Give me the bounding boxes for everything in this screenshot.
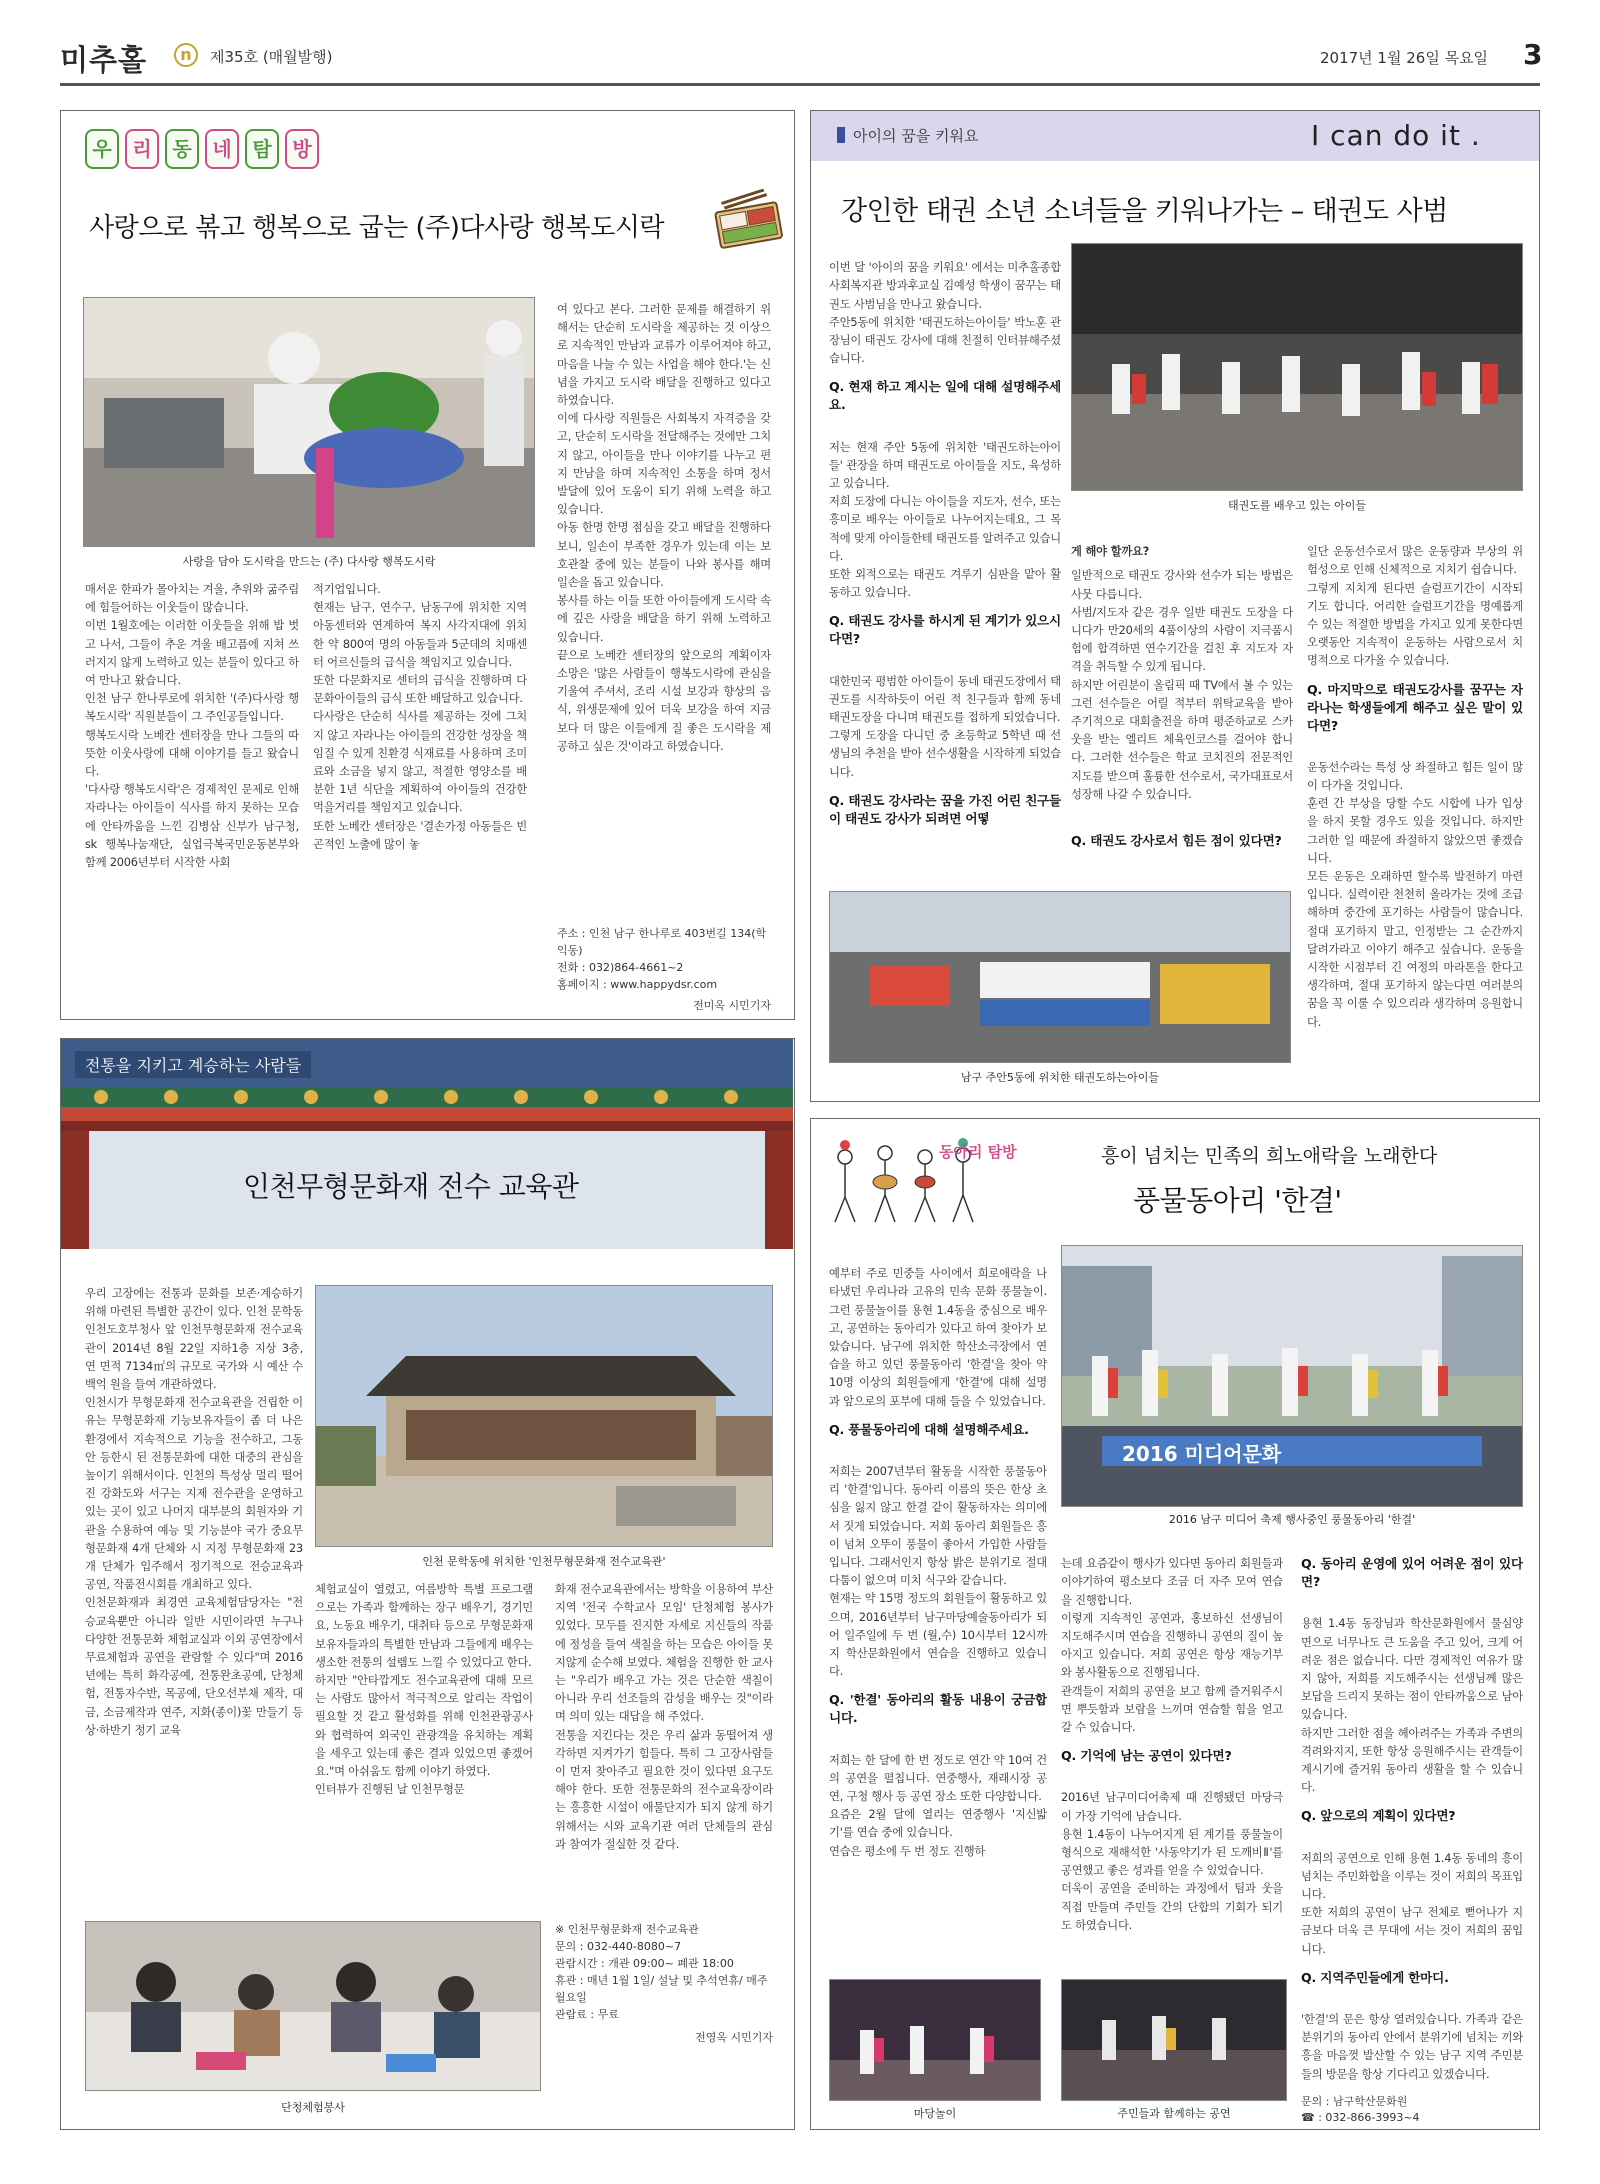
address: 주소 : 인천 남구 한나루로 403번길 134(학익동) [557,927,767,957]
photo-caption: 단청체험봉사 [281,2101,345,2114]
text-column [1301,1537,1523,2093]
text-column [1061,1537,1283,2005]
answer: 저희의 공연으로 인해 용현 1.4동 동네의 흥이 넘치는 주민화합을 이루는 것이 저희의 목표입니다. 또한 저희의 공연이 남구 전체로 뻗어나가 지금보다 더욱 큰 무대에 서는 것이 저희의 꿈입니다. [1301,1851,1523,1956]
lunchbox-icon [711,189,787,257]
info-title: ※ 인천무형문화재 전수교육관 [555,1923,699,1936]
issue-number: 제35호 (매월발행) [210,48,333,66]
article-title: 인천무형문화재 전수 교육관 [243,1170,579,1203]
community-performance-photo [1061,1979,1287,2101]
section-tag-char: 우 [85,129,119,169]
lunchbox-kitchen-photo [83,297,535,547]
bookmark-icon [837,127,845,143]
contact-name: 문의 : 남구학산문화원 [1301,2095,1408,2108]
author: 전영옥 시민기자 [695,2031,773,2044]
contact-info [557,925,771,1014]
section-tag-char: 리 [125,129,159,169]
text-column [1307,525,1523,1085]
photo-caption: 인천 문학동에 위치한 '인천무형문화재 전수교육관' [422,1555,666,1568]
heritage-info [555,1921,773,2046]
article-title: 풍물동아리 '한결' [1133,1184,1342,1217]
article-subtitle: 흥이 넘치는 민족의 희노애락을 노래한다 [1101,1145,1438,1167]
section-tag: 동아리 탐방 [939,1143,1017,1161]
section-tag-char: 네 [205,129,239,169]
newspaper-logo: 미추홀 [60,43,148,77]
answer: 저는 현재 주안 5동에 위치한 '태권도하는아이들' 관장을 하며 태권도로 아이들을 지도, 육성하고 있습니다. 저희 도장에 다니는 아이들을 지도자, 선수, 또는 흥미로 배우는 아이들로 나누어지는데요, 그 목적에 맞게 아이들한테 태권도를 알려주고 있습니다. 또한 외적으로는 태권도 겨루기 심판을 맡아 활동하고 있습니다. [829,440,1061,600]
answer: 대한민국 평범한 아이들이 동네 태권도장에서 태권도를 시작하듯이 어린 적 친구들과 함께 동네 태권도장을 다니며 태권도를 접하게 되었습니다. 그렇게 도장을 다니던 중 초등학교 5학년 때 선생님의 추천을 받아 선수생활을 시작하게 되었습니다. [829,674,1061,779]
answer: 운동선수라는 특성 상 좌절하고 힘든 일이 많이 다가올 것입니다. 훈련 간 부상을 당할 수도 시합에 나가 입상을 하지 못할 경우도 있을 것입니다. 하지만 그러한 일 때문에 좌절하지 않았으면 좋겠습니다. 모든 운동은 오래하면 할수록 발전하기 마련입니다. 실력이란 천천히 올라가는 것에 조급해하며 중간에 포기하는 사람들이 많습니다. 절대 포기하지 말고, 인정받는 그 순간까지 달려가라고 이야기 해주고 싶습니다. 운동을 시작한 시점부터 긴 여정의 마라톤을 한다고 생각하며, 절대 포기하지 않는다면 여러분의 꿈을 꼭 이룰 수 있으리라 생각하며 응원합니다. [1307,760,1523,1029]
neighborhood-feature [60,110,795,1020]
page-number: 3 [1523,38,1543,71]
photo-caption: 사랑을 담아 도시락을 만드는 (주) 다사랑 행복도시락 [182,555,436,568]
question: Q. 현재 하고 계시는 일에 대해 설명해주세요. [829,379,1061,413]
dancheong-workshop-photo [85,1921,541,2091]
answer: 저희는 한 달에 한 번 정도로 연간 약 10여 건의 공연을 펼칩니다. 연중행사, 재래시장 공연, 구청 행사 등 공연 장소 또한 다양합니다. 요즘은 2월 달에 열리는 연중행사 '지신밟기'를 연습 중에 있습니다. 연습은 평소에 두 번 정도 진행하 [829,1753,1047,1858]
answer: 게 해야 할까요? [1071,545,1150,559]
question: Q. 풍물동아리에 대해 설명해주세요. [829,1421,1029,1437]
slogan: I can do it . [1311,119,1481,152]
contact-phone: ☎ : 032-866-3993~4 [1301,2111,1420,2124]
answer: '한결'의 문은 항상 열려있습니다. 가족과 같은 분위기의 동아리 안에서 분위기에 넘치는 끼와 흥을 마음껏 발산할 수 있는 남구 지역 주민분들의 방문을 항상 기다리고 있겠습니다. [1301,2013,1523,2081]
photo-caption: 태권도를 배우고 있는 아이들 [1227,499,1366,512]
photo-caption: 주민들과 함께하는 공연 [1117,2107,1231,2120]
question: Q. '한결' 동아리의 활동 내용이 궁금합니다. [829,1692,1047,1726]
intro-text: 예부터 주로 민중들 사이에서 희로애락을 나타냈던 우리나라 고유의 민속 문화 풍물놀이. 그런 풍물놀이를 용현 1.4동을 중심으로 배우고, 공연하는 동아리가 있다고 하여 찾아가 보았습니다. 남구에 위치한 학산소극장에서 연습을 하고 있던 풍물동아리 '한결'을 찾아 약 10명 이상의 회원들에게 '한결'에 대해 설명과 앞으로의 포부에 대해 들을 수 있었습니다. [829,1267,1047,1408]
answer: 저희는 2007년부터 활동을 시작한 풍물동아리 '한결'입니다. 동아리 이름의 뜻은 한상 초심을 잃지 않고 한결 같이 활동하자는 의미에서 짓게 되었습니다. 저희 동아리 회원들은 흥이 넘쳐 오뚜이 풍물이 좋아서 가입한 사람들입니다. 그래서인지 항상 밝은 분위기로 절대 다툼이 없으며 미치 식구와 같습니다. 현재는 약 15명 정도의 회원들이 활동하고 있으며, 2016년부터 남구마당예술동아리가 되어 일주일에 두 번 (월,수) 10시부터 12시까지 학산문화원에서 연습을 진행하고 있습니다. [829,1465,1047,1679]
club-feature [810,1118,1540,2130]
answer: 는데 요즘같이 행사가 있다면 동아리 회원들과 이야기하여 평소보다 조금 더 자주 모여 연습을 진행합니다. 이렇게 지속적인 공연과, 홍보하신 선생님이 지도해주시며 연습을 진행하니 공연의 질이 높아지고 있습니다. 저희 공연은 항상 재능기부와 봉사활동으로 진행됩니다. 관객들이 저희의 공연을 보고 함께 즐거워주시면 뿌듯함과 보람을 느끼며 연습할 힘을 얻고 갈 수 있습니다. [1061,1557,1283,1735]
masthead [60,38,1543,77]
text-column: 화재 전수교육관에서는 방학을 이용하여 부산지역 '전국 수학교사 모임' 단청체험 봉사가 있었다. 모두를 진지한 자세로 지신들의 작품에 정성을 들여 색칠을 하는 모습은 아이들 못지않게 순수해 보였다. 체험을 진행한 한 교사는 "우리가 배우고 가는 것은 단순한 색칠이 아니라 우리 선조들의 감성을 배우는 것"이라며 의미 있는 대답을 해 주었다. 전통을 지킨다는 것은 우리 삶과 동떨어져 생각하면 지켜가기 힘들다. 특히 그 고장사람들이 먼저 찾아주고 필요한 것이 있다면 요구도 해야 한다. 또한 전통문화의 전수교육장이라는 흥흥한 시설이 애물단지가 되지 않게 하기 위해서는 시와 교육기관 여러 단체들의 관심과 참여가 절실한 것 같다. [555,1583,773,1851]
section-tag-char: 방 [285,129,319,169]
question: Q. 마지막으로 태권도강사를 꿈꾸는 자라나는 학생들에게 해주고 싶은 말이 있다면? [1307,681,1523,733]
text-column: 체험교실이 열렸고, 여름방학 특별 프로그램으로는 가족과 함께하는 장구 배우기, 경기민요, 노동요 배우기, 대취타 등으로 무형문화재 보유자들과의 특별한 만남과 그들에게 배우는 생소한 전통의 설렘도 느낄 수 있었다고 한다. 하지만 "안타깝게도 전수교육관에 대해 모르는 사람도 많아서 적극적으로 알리는 작업이 필요할 것 같고 활성화를 위해 인천관광공사와 협력하여 외국인 관광객을 유치하는 계획을 세우고 있는데 좋은 결과 있었으면 좋겠어요."며 아쉬움도 함께 이야기 하였다. 인터뷰가 진행된 날 인천무형문 [315,1583,533,1797]
homepage-link[interactable]: 홈페이지 : www.happydsr.com [557,978,718,991]
section-tag-char: 동 [165,129,199,169]
text-column: 매서운 한파가 몰아치는 겨울, 추위와 굶주림에 힘들어하는 이웃들이 많습니다. 이번 1월호에는 이러한 이웃들을 위해 밥 벗고 나서, 그들이 추운 겨울 배고픔에 지쳐 쓰러지지 않게 노력하고 있는 분들이 있다고 하여 만나고 왔습니다. 인천 남구 한나루로에 위치한 '(주)다사랑 행복도시락' 직원분들이 그 주인공들입니다. 행복도시락 노베칸 센터장을 만나 그들의 따뜻한 이웃사랑에 대해 이야기를 들고 왔습니다. '다사랑 행복도시락'은 경제적인 문제로 인해 자라나는 아이들이 식사를 하지 못하는 모습에 안타까움을 느낀 김병삼 신부가 남구청, sk 행복나눔재단, 실업극복국민운동본부와 함께 2006년부터 시작한 사회 [85,583,299,870]
career-feature [810,110,1540,1102]
festival-performance-photo [1061,1245,1523,1507]
madang-play-photo [829,1979,1041,2101]
info-closed: 휴관 : 매년 1월 1일/ 설날 및 추석연휴/ 매주 월요일 [555,1974,768,2004]
photo-caption: 남구 주안5동에 위치한 태권도하는아이들 [960,1071,1160,1084]
question: Q. 기억에 남는 공연이 있다면? [1061,1748,1232,1764]
article-title: 강인한 태권 소년 소녀들을 키워나가는 – 태권도 사범 [841,196,1448,227]
info-fee: 관람료 : 무료 [555,2008,619,2021]
header-rule [60,83,1540,86]
section-tag [85,129,319,169]
info-hours: 관람시간 : 개관 09:00~ 폐관 18:00 [555,1957,734,1970]
heritage-feature [60,1038,795,2130]
question: Q. 앞으로의 계획이 있다면? [1301,1808,1456,1824]
section-tag: 아이의 꿈을 키워요 [853,127,979,145]
info-phone: 문의 : 032-440-8080~7 [555,1940,682,1953]
answer: 2016년 남구미디어축제 때 진행됐던 마당극이 가장 기억에 남습니다. 용현 1.4동이 나누어지게 된 계기를 풍물놀이 형식으로 재해석한 '사동약기가 된 도깨비Ⅱ'를 공연했고 좋은 성과를 얻을 수 있었습니다. 더욱이 공연을 준비하는 과정에서 팀과 웃을 직접 만들며 주민들 간의 단합의 기회가 되기도 하였습니다. [1061,1791,1283,1932]
photo-caption: 마당놀이 [913,2107,957,2120]
section-tag-char: 탐 [245,129,279,169]
taekwondo-storefront-photo [829,891,1291,1063]
author: 전미옥 시민기자 [693,999,771,1012]
answer: 용현 1.4동 동장님과 학산문화원에서 물심양면으로 너무나도 큰 도움을 주고 있어, 크게 어려운 점은 없습니다. 다만 경제적인 여유가 많지 않아, 저희를 지도해주시는 선생님께 많은 보답을 드리지 못하는 점이 안타까움으로 남아 있습니다. 하지만 그러한 점을 헤아려주는 가족과 주변의 격려와지지, 또한 항상 응원해주시는 관객들이 계시기에 즐거워 동아리 생활을 할 수 있습니다. [1301,1617,1523,1795]
publish-date: 2017년 1월 26일 목요일 [1320,49,1489,67]
intro-text: 이번 달 '아이의 꿈을 키워요' 에서는 미추홀종합사회복지관 방과후교실 김예성 학생이 꿈꾸는 태권도 사범님을 만나고 왔습니다. 주안5동에 위치한 '태권도하는아이들' 박노훈 관장님이 태권도 강사에 대해 친절히 인터뷰해주셨습니다. [829,261,1061,366]
article-title: 사랑으로 볶고 행복으로 굽는 (주)다사랑 행복도시락 [89,213,665,243]
banner-text: 2016 미디어문화 [1122,1442,1282,1466]
phone: 전화 : 032)864-4661~2 [557,961,684,974]
question: Q. 지역주민들에게 한마디. [1301,1969,1449,1985]
answer: 일단 운동선수로서 많은 운동량과 부상의 위험성으로 인해 신체적으로 지치기 쉽습니다. 그렇게 지치게 된다면 슬럼프기간이 시작되기도 합니다. 어리한 슬럼프기간을 명예롭게 수 있는 적절한 방법을 가지고 있게 못한다면 오랫동안 지속적이 운동하는 사람으로서 치명적으로 다가올 수 있습니다. [1307,545,1523,668]
heritage-building-photo [315,1285,773,1547]
question: Q. 동아리 운영에 있어 어려운 점이 있다면? [1301,1556,1523,1590]
text-column: 우리 고장에는 전통과 문화를 보존·계승하기 위해 마련된 특별한 공간이 있다. 인천 문학동 인천도호부청사 앞 인천무형문화재 전수교육관이 2014년 8월 22일 지하1층 지상 3층, 연 면적 7134㎡의 규모로 국가와 시 예산 수백억 원을 들여 개관하였다. 인천시가 무형문화재 전수교육관을 건립한 이유는 무형문화재 기능보유자들이 좀 더 나은 환경에서 지속적으로 기능을 전수하고, 그동안 등한시 된 전통문화에 대한 대중의 관심을 높이기 위해서이다. 인천의 특성상 멀리 떨어진 강화도와 서구는 지제 전수관을 운영하고 있는 곳이 있고 나머지 대부분의 회원자와 기관을 수용하여 예능 및 기능분야 국가 중요무형문화재 4개 단체와 시 지정 무형문화재 23개 단체가 입주해서 정기적으로 전승교육과 공연, 작품전시회를 개최하고 있다. 인천문화재과 최경연 교육체험담당자는 "전승교육뿐만 아니라 일반 시민이라면 누구나 다양한 전통문화 체험교실과 이외 공연장에서 무료체험과 공연을 관람할 수 있다"며 2016년에는 특히 화각공예, 전통완초공예, 단청체험, 전통자수반, 목공예, 단오선부채 제작, 대금, 소금제작과 연주, 지화(종이)꽃 만들기 등 상·하반기 정기 교육 [85,1287,303,1737]
question: Q. 태권도 강사를 하시게 된 계기가 있으시다면? [829,613,1061,647]
answer: 일반적으로 태권도 강사와 선수가 되는 방법은 사뭇 다릅니다. 사범/지도자 같은 경우 일반 태권도 도장을 다니다가 만20세의 4품이상의 사람이 지극품시험에 합격하면 연수기간을 걸친 후 지도자 자격을 취득할 수 있게 됩니다. 하지만 어린분이 올림픽 때 TV에서 볼 수 있는 그런 선수들은 어릴 적부터 위탁교육을 받아 주기적으로 대회출전을 하며 평준하교로 스카웃을 받는 엘리트 체육인코스를 걸어야 합니다. 그러한 선수들은 학교 코치진의 전문적인 지도를 받으며 훌륭한 선수로서, 국가대표로서 성장해 나갈 수 있습니다. [1071,569,1293,801]
logo-badge: n [174,43,198,67]
text-column: 적기업입니다. 현재는 남구, 연수구, 남동구에 위치한 지역아동센터와 연계하여 복지 사각지대에 위치한 약 800여 명의 아동들과 5군데의 치매센터 어르신들의 급식을 책임지고 있습니다. 또한 다문화지로 센터의 급식을 진행하며 다문화아이들의 급식 또한 배달하고 있습니다. 다사랑은 단순히 식사를 제공하는 것에 그치지 않고 자라나는 아이들의 건강한 성장을 책임질 수 있게 친환경 식재료를 사용하며 조미료와 소금을 넣지 않고, 적절한 영양소를 배분한 1년 식단을 계획하여 아이들의 건강한 먹을거리를 책임지고 있습니다. 또한 노베칸 센터장은 '결손가정 아동들은 빈곤적인 노출에 많이 놓 [313,583,527,851]
taekwondo-class-photo [1071,243,1523,491]
question: Q. 태권도 강사라는 꿈을 가진 어린 친구들이 태권도 강사가 되려면 어떻 [829,792,1061,826]
question: Q. 태권도 강사로서 힘든 점이 있다면? [1071,833,1282,849]
photo-caption: 2016 남구 미디어 축제 행사중인 풍물동아리 '한결' [1168,1513,1416,1526]
section-tag: 전통을 지키고 계승하는 사람들 [75,1051,311,1078]
club-contact [1301,2094,1523,2126]
text-column: 여 있다고 본다. 그러한 문제를 해결하기 위해서는 단순히 도시락을 제공하는 것 이상으로 지속적인 만남과 교류가 이루어져야 하고, 마음을 나눌 수 있는 사업을 해야 한다.'는 신념을 가지고 도시락 배달을 진행하고 있다고 하였습니다. 이에 다사랑 직원들은 사회복지 자격증을 갖고, 단순히 도시락을 전달해주는 것에만 그치지 않고, 아이들을 만나 이야기를 나누고 편지 만남을 하며 지속적인 소통을 하며 정서 발달에 있어 도움이 되기 위해 노력을 하고 있습니다. 아동 한명 한명 점심을 갖고 배달을 진행하다 보니, 일손이 부족한 경우가 있는데 이는 보호관찰 중에 있는 분들이 나와 봉사를 해며 일손을 돕고 있습니다. 봉사를 하는 이들 또한 아이들에게 도시락 속에 깊은 사랑을 배달을 하기 위해 노력하고 있습니다. 끝으로 노베칸 센터장의 앞으로의 계획이자 소망은 '많은 사람들이 행복도시락에 관심을 기울여 주셔서, 조리 시설 보강과 향상의 음식, 위생문제에 있어 더욱 보강을 하여 지금보다 더 많은 이들에게 질 좋은 도시락을 제공하고 싶은 것'이라고 하였습니다. [557,303,771,753]
